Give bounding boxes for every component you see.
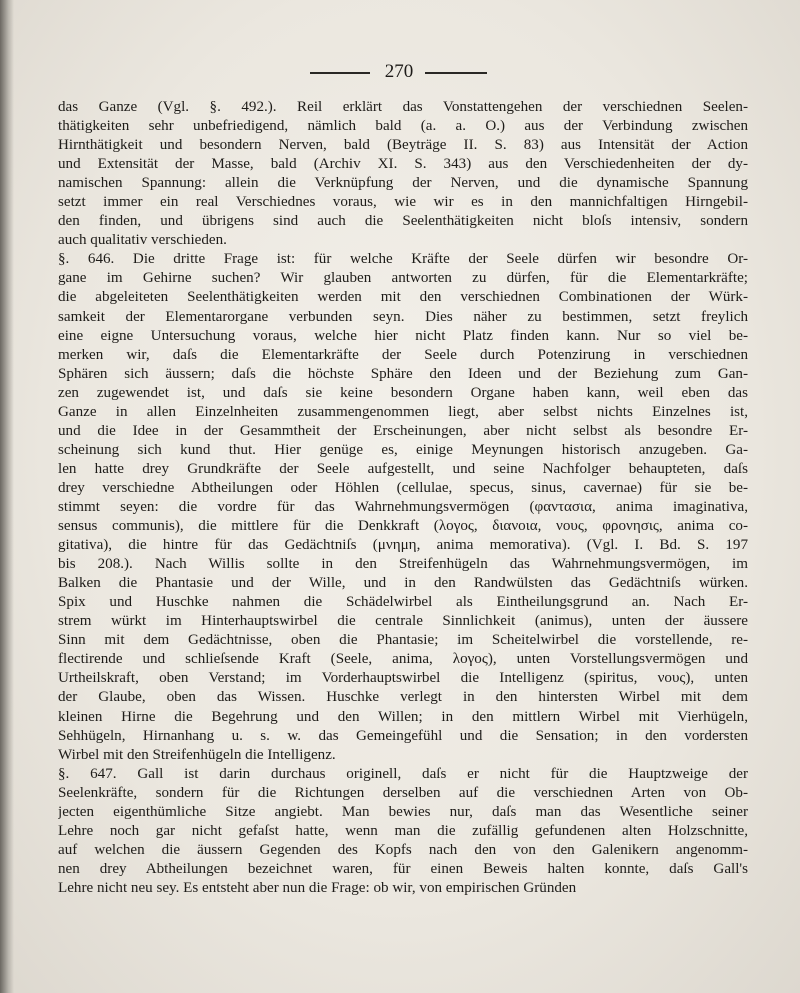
text-line: Sinn mit dem Gedächtnisse, oben die Phantasie; im Scheitelwirbel die vorstellende, re- <box>58 632 748 649</box>
text-line: thätigkeiten sehr unbefriedigend, nämlich bald (a. a. O.) aus der Verbindung zwischen <box>58 118 748 135</box>
text-line: samkeit der Elementarorgane verbunden seyn. Dies näher zu bestimmen, setzt freylich <box>58 308 748 325</box>
text-line: eine eigne Untersuchung voraus, welche hier nicht Platz finden kann. Nur so viel be- <box>58 327 748 344</box>
text-line: der Glaube, oben das Wissen. Huschke verlegt in den hintersten Wirbel mit dem <box>58 689 748 706</box>
text-line: drey verschiedne Abtheilungen oder Höhlen (cellulae, specus, sinus, cavernae) für sie be- <box>58 479 748 496</box>
text-line: bis 208.). Nach Willis sollte in den Streifenhügeln das Wahrnehmungsvermögen, im <box>58 556 748 573</box>
text-line: das Ganze (Vgl. §. 492.). Reil erklärt das Vonstattengehen der verschiednen Seelen- <box>58 99 748 115</box>
text-line: Ganze in allen Einzelnheiten zusammengenommen liegt, aber selbst nichts Einzelnes ist, <box>58 403 748 420</box>
body-text <box>58 98 748 898</box>
page-header <box>0 60 800 86</box>
text-line: §. 647. Gall ist darin durchaus originell, daſs er nicht für die Hauptzweige der <box>58 765 748 782</box>
text-line: Wirbel mit den Streifenhügeln die Intelligenz. <box>58 746 336 763</box>
text-line: len hatte drey Grundkräfte der Seele aufgestellt, und seine Nachfolger behaupteten, daſs <box>58 460 748 477</box>
text-line: namischen Spannung: allein die Verknüpfung der Nerven, und die dynamische Spannung <box>58 175 748 192</box>
text-line: sensus communis), die mittlere für die Denkkraft (λογος, διανοια, νους, φρονησις, anima co- <box>58 518 748 535</box>
text-line: und Extensität der Masse, bald (Archiv XI. S. 343) aus den Verschiedenheiten der dy- <box>58 156 748 173</box>
text-line: Seelenkräfte, sondern für die Richtungen derselben auf die verschiednen Arten von Ob- <box>58 784 748 801</box>
text-line: Urtheilskraft, oben Verstand; im Vorderhauptswirbel die Intelligenz (spiritus, νους), unten <box>58 670 748 687</box>
text-line: merken wir, daſs die Elementarkräfte der Seele durch Potenzirung in verschiednen <box>58 346 748 363</box>
text-line: gitativa), die hintre für das Gedächtniſs (μνημη, anima memorativa). (Vgl. I. Bd. S. 197 <box>58 537 748 554</box>
text-line: Sehhügeln, Hirnanhang u. s. w. das Gemeingefühl und die Sensation; in den vordersten <box>58 727 748 744</box>
text-line: nen drey Abtheilungen bezeichnet waren, für einen Beweis halten konnte, daſs Gall's <box>58 860 748 877</box>
text-line: und die Idee in der Gesammtheit der Erscheinungen, aber nicht selbst als besondre Er- <box>58 422 748 439</box>
text-line: Lehre nicht neu sey. Es entsteht aber nun die Frage: ob wir, von empirischen Gründen <box>58 879 577 896</box>
text-line: die abgeleiteten Seelenthätigkeiten werden mit den verschiednen Combinationen der Würk- <box>58 289 748 306</box>
text-line: flectirende und schlieſsende Kraft (Seele, anima, λογος), unten Vorstellungsvermögen und <box>58 651 748 668</box>
header-rule-right <box>425 72 487 74</box>
paragraph <box>58 765 748 898</box>
text-line: jecten eigenthümliche Sitze angiebt. Man bewies nur, daſs man das Wesentliche seiner <box>58 803 748 820</box>
text-line: auf welchen die äussern Gegenden des Kopfs nach den von den Galenikern angenomm- <box>58 841 748 858</box>
text-line: scheinung sich kund thut. Hier genüge es, einige Meynungen historisch anzugeben. Ga- <box>58 441 748 458</box>
text-line: Hirnthätigkeit und besondern Nerven, bald (Beyträge II. S. 83) aus Intensität der Action <box>58 137 748 154</box>
text-line: kleinen Hirne die Begehrung und den Willen; in den mittlern Wirbel mit Vierhügeln, <box>58 708 748 725</box>
text-line: den finden, und übrigens sind auch die Seelenthätigkeiten nicht bloſs intensiv, sondern <box>58 213 748 230</box>
binding-gutter <box>0 0 14 993</box>
paragraph <box>58 98 748 250</box>
text-line: auch qualitativ verschieden. <box>58 232 227 249</box>
text-line: setzt immer ein real Verschiednes voraus, wie wir es in den mannichfaltigen Hirngebil- <box>58 194 748 211</box>
text-line: zen zugewendet ist, und daſs sie keine besondern Organe haben kann, weil eben das <box>58 384 748 401</box>
text-line: Lehre noch gar nicht gefaſst hatte, wenn man die zufällig gefundenen alten Holzschnitte, <box>58 822 748 839</box>
text-line: Balken die Phantasie und der Wille, und in den Randwülsten das Gedächtniſs würken. <box>58 575 748 592</box>
paragraph <box>58 250 748 764</box>
text-line: strem würkt im Hinterhauptswirbel die centrale Sinnlichkeit (animus), unten der äussere <box>58 613 748 630</box>
text-line: gane im Gehirne suchen? Wir glauben antworten zu dürfen, für die Elementarkräfte; <box>58 270 748 287</box>
header-rule-left <box>310 72 370 74</box>
text-line: stimmt seyen: die vordre für das Wahrnehmungsvermögen (φαντασια, anima imaginativa, <box>58 498 748 515</box>
text-line: Sphären sich äussern; daſs die höchste Sphäre den Ideen und der Beziehung zum Gan- <box>58 365 748 382</box>
page-number: 270 <box>384 61 414 82</box>
text-line: §. 646. Die dritte Frage ist: für welche Kräfte der Seele dürfen wir besondre Or- <box>58 251 748 268</box>
text-line: Spix und Huschke nahmen die Schädelwirbel als Eintheilungsgrund an. Nach Er- <box>58 594 748 611</box>
